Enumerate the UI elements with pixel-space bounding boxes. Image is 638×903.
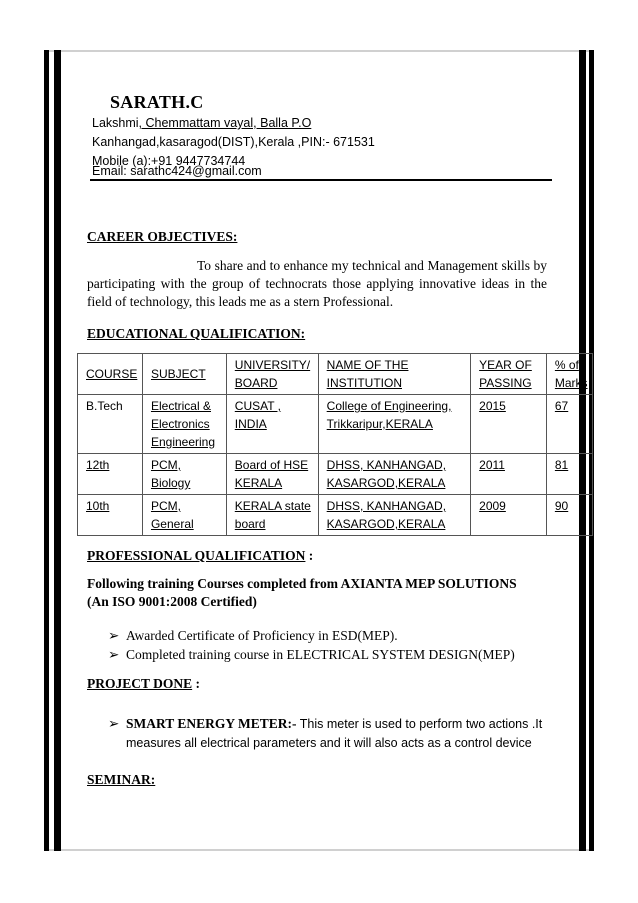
col-marks: % of Marks [546, 354, 592, 395]
career-objectives-heading: CAREER OBJECTIVES: [87, 229, 238, 244]
cell-course: B.Tech [78, 395, 143, 454]
cell-marks: 81 [546, 454, 592, 495]
table-header-row [78, 354, 593, 395]
col-university: UNIVERSITY/ BOARD [226, 354, 318, 395]
project-item [108, 714, 548, 753]
cell-course: 10th [78, 495, 143, 536]
professional-training-text [87, 575, 517, 611]
candidate-name: SARATH.C [110, 92, 204, 112]
cell-subject: PCM, Biology [142, 454, 226, 495]
professional-heading-label: PROFESSIONAL QUALIFICATION [87, 548, 306, 563]
list-item [108, 627, 398, 645]
table-row [78, 495, 593, 536]
education-table [77, 353, 593, 536]
address-line-1 [92, 114, 311, 133]
seminar-heading: SEMINAR: [87, 772, 156, 787]
cell-university: Board of HSE KERALA [226, 454, 318, 495]
cell-subject: Electrical & Electronics Engineering [142, 395, 226, 454]
cell-institution: College of Engineering, Trikkaripur,KERALA [318, 395, 470, 454]
address-line-2: Kanhangad,kasaragod(DIST),Kerala ,PIN:- 671531 [92, 135, 375, 149]
cell-university: CUSAT , INDIA [226, 395, 318, 454]
list-item-text: Awarded Certificate of Proficiency in ESD(MEP). [126, 628, 398, 643]
address-street: , Chemmattam vayal, Balla P.O [138, 116, 312, 130]
professional-heading [87, 548, 313, 564]
training-line-1: Following training Courses completed from AXIANTA MEP SOLUTIONS [87, 576, 517, 591]
table-row [78, 454, 593, 495]
arrow-bullet-icon: ➢ [108, 647, 120, 662]
project-heading [87, 676, 200, 692]
header-divider [90, 179, 552, 181]
project-heading-label: PROJECT DONE [87, 676, 193, 691]
career-objectives-text [87, 257, 547, 311]
cell-course: 12th [78, 454, 143, 495]
col-year: YEAR OF PASSING [471, 354, 547, 395]
address-house: Lakshmi [92, 116, 139, 130]
cell-institution: DHSS, KANHANGAD, KASARGOD,KERALA [318, 454, 470, 495]
arrow-bullet-icon: ➢ [108, 716, 120, 731]
cell-marks: 67 [546, 395, 592, 454]
table-row [78, 395, 593, 454]
cell-year: 2009 [471, 495, 547, 536]
cell-subject: PCM, General [142, 495, 226, 536]
col-course: COURSE [78, 354, 143, 395]
training-line-2: (An ISO 9001:2008 Certified) [87, 594, 257, 609]
cell-year: 2011 [471, 454, 547, 495]
project-title: SMART ENERGY METER:- [126, 716, 297, 731]
col-subject: SUBJECT [142, 354, 226, 395]
list-item-text: Completed training course in ELECTRICAL SYSTEM DESIGN(MEP) [126, 647, 515, 662]
professional-heading-suffix: : [305, 548, 314, 563]
cell-year: 2015 [471, 395, 547, 454]
email-address[interactable]: Email: sarathc424@gmail.com [92, 164, 262, 178]
education-heading: EDUCATIONAL QUALIFICATION: [87, 326, 306, 341]
cell-institution: DHSS, KANHANGAD, KASARGOD,KERALA [318, 495, 470, 536]
arrow-bullet-icon: ➢ [108, 628, 120, 643]
list-item [108, 646, 515, 664]
cell-university: KERALA state board [226, 495, 318, 536]
mobile-number: Mobile (a):+91 9447734744 [92, 154, 246, 168]
project-desc-2: measures all electrical parameters and it will also acts as a control device [126, 736, 532, 750]
col-institution: NAME OF THE INSTITUTION [318, 354, 470, 395]
cell-marks: 90 [546, 495, 592, 536]
project-desc-1: This meter is used to perform two actions .It [296, 717, 543, 731]
career-objectives-body: To share and to enhance my technical and Management skills by participating with the group of technocrats those applying innovative ideas in the field of technology, this leads me as a stern Professional. [87, 258, 547, 309]
project-heading-suffix: : [192, 676, 201, 691]
